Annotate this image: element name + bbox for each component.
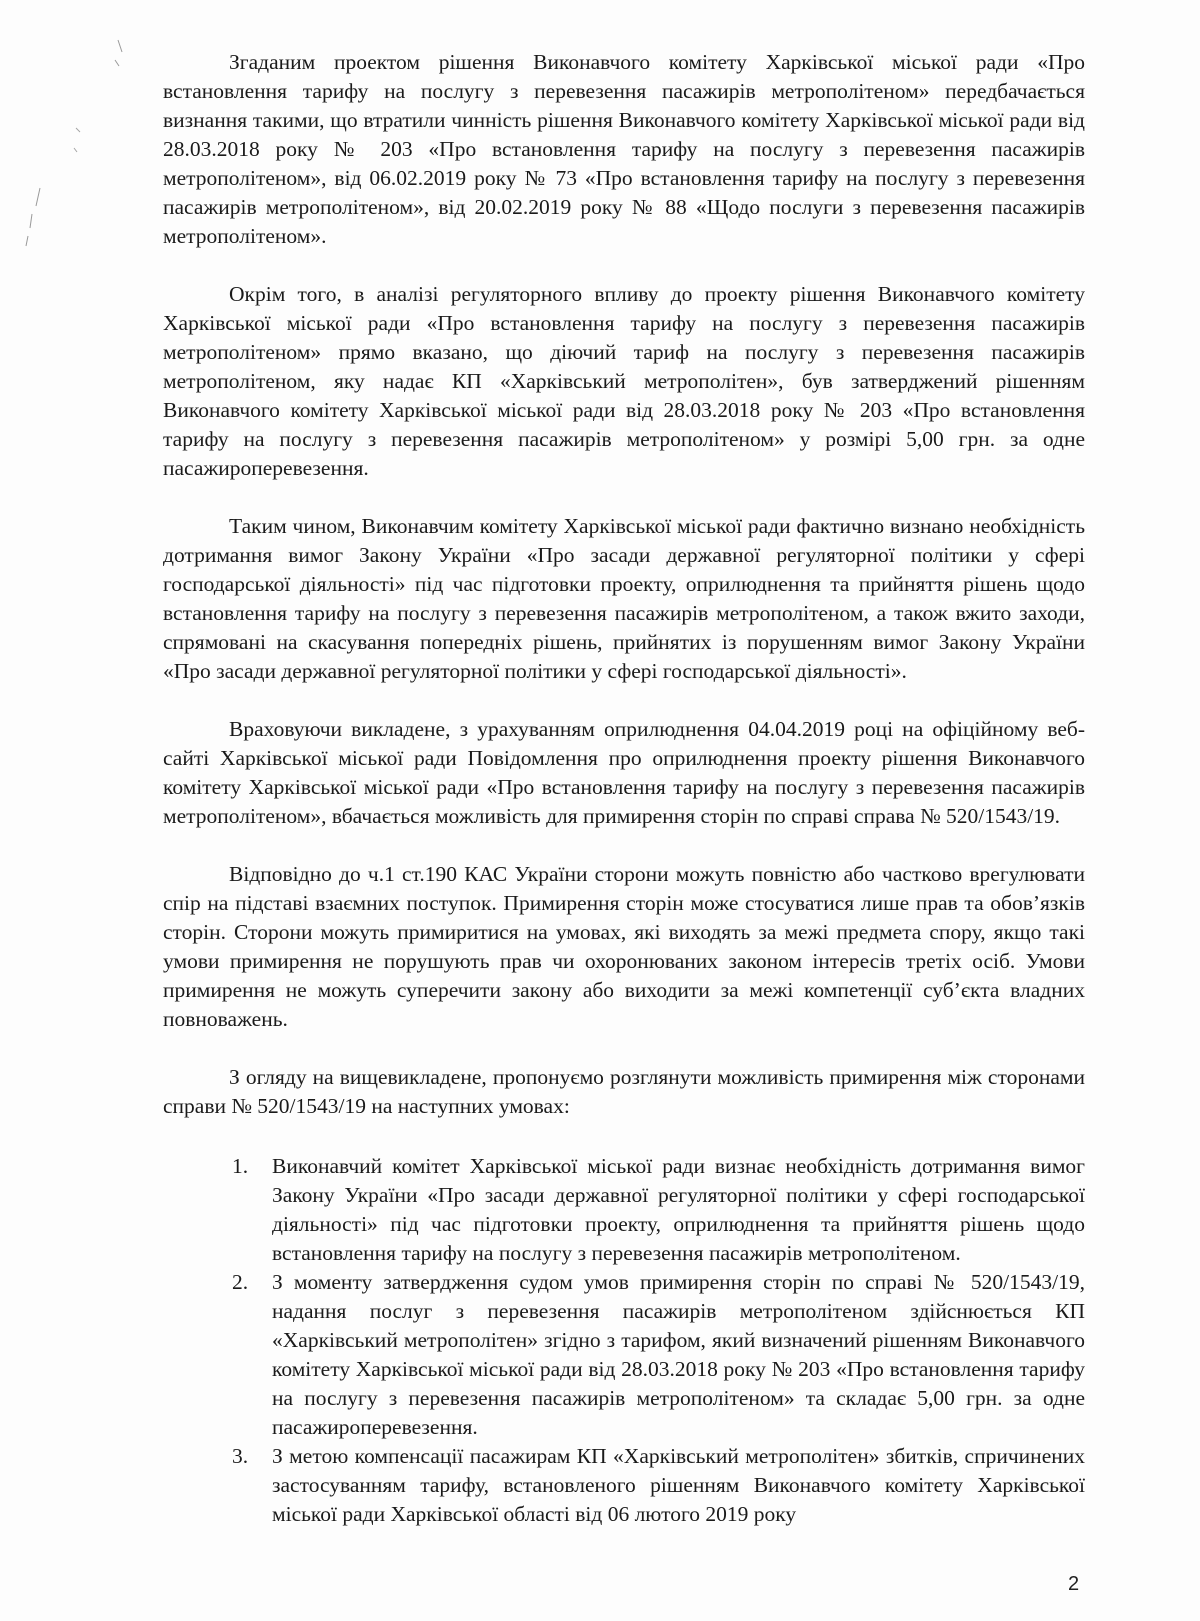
- paragraph-conclusion: Таким чином, Виконавчим комітету Харківської міської ради фактично визнано необхідність дотримання вимог Закону України «Про засади державної регуляторної політики у сфері господарської діяльності» під час підготовки проекту, оприлюднення та прийняття рішень щодо встановлення тарифу на послугу з перевезення пасажирів метрополітеном, а також вжито заходи, спрямовані на скасування попередніх рішень, прийнятих із порушенням вимог Закону України «Про засади державної регуляторної політики у сфері господарської діяльності».: [163, 514, 1085, 683]
- paragraph-publication: Враховуючи викладене, з урахуванням оприлюднення 04.04.2019 році на офіційному веб-сайті Харківської міської ради Повідомлення про оприлюднення проекту рішення Виконавчого комітету Харківської міської ради «Про встановлення тарифу на послугу з перевезення пасажирів метрополітеном», вбачається можливість для примирення сторін по справі справа № 520/1543/19.: [163, 717, 1085, 828]
- list-item-text: З метою компенсації пасажирам КП «Харківський метрополітен» збитків, спричинених застосуванням тарифу, встановленого рішенням Виконавчого комітету Харківської міської ради Харківської області від 06 лютого 2019 року: [272, 1444, 1085, 1526]
- paragraph-draft-decision: Згаданим проектом рішення Виконавчого комітету Харківської міської ради «Про встановлення тарифу на послугу з перевезення пасажирів метрополітеном» передбачається визнання такими, що втратили чинність рішення Виконавчого комітету Харківської міської ради від 28.03.2018 року № 203 «Про встановлення тарифу на послугу з перевезення пасажирів метрополітеном», від 06.02.2019 року № 73 «Про встановлення тарифу на послугу з перевезення пасажирів метрополітеном», від 20.02.2019 року № 88 «Щодо послуги з перевезення пасажирів метрополітеном».: [163, 50, 1085, 248]
- page-number: 2: [1068, 1573, 1080, 1595]
- list-item-number: 1.: [232, 1154, 249, 1178]
- list-item-number: 3.: [232, 1444, 249, 1468]
- list-item-number: 2.: [232, 1270, 249, 1294]
- settlement-terms-list: [163, 1152, 1085, 1529]
- list-item: [163, 1442, 1085, 1529]
- document-body: [163, 48, 1085, 1529]
- list-item-text: З моменту затвердження судом умов примирення сторін по справі № 520/1543/19, надання послуг з перевезення пасажирів метрополітеном здійснюється КП «Харківський метрополітен» згідно з тарифом, який визначений рішенням Виконавчого комітету Харківської міської ради від 28.03.2018 року № 203 «Про встановлення тарифу на послугу з перевезення пасажирів метрополітеном» та складає 5,00 грн. за одне пасажироперевезення.: [272, 1270, 1085, 1439]
- scan-margin-marks: [0, 0, 140, 260]
- list-item: [163, 1152, 1085, 1268]
- list-item: [163, 1268, 1085, 1442]
- paragraph-legal-basis: Відповідно до ч.1 ст.190 КАС України сторони можуть повністю або частково врегулювати спір на підставі взаємних поступок. Примирення сторін може стосуватися лише прав та обов’язків сторін. Сторони можуть примиритися на умовах, які виходять за межі предмета спору, якщо такі умови примирення не порушують прав чи охоронюваних законом інтересів третіх осіб. Умови примирення не можуть суперечити закону або виходити за межі компетенції суб’єкта владних повноважень.: [163, 862, 1085, 1031]
- paragraph-regulatory-analysis: Окрім того, в аналізі регуляторного впливу до проекту рішення Виконавчого комітету Харківської міської ради «Про встановлення тарифу на послугу з перевезення пасажирів метрополітеном» прямо вказано, що діючий тариф на послугу з перевезення пасажирів метрополітеном, яку надає КП «Харківський метрополітен», був затверджений рішенням Виконавчого комітету Харківської міської ради від 28.03.2018 року № 203 «Про встановлення тарифу на послугу з перевезення пасажирів метрополітеном» у розмірі 5,00 грн. за одне пасажироперевезення.: [163, 282, 1085, 480]
- list-item-text: Виконавчий комітет Харківської міської ради визнає необхідність дотримання вимог Закону України «Про засади державної регуляторної політики у сфері господарської діяльності» під час підготовки проекту, оприлюднення та прийняття рішень щодо встановлення тарифу на послугу з перевезення пасажирів метрополітеном.: [272, 1154, 1085, 1265]
- paragraph-proposal: З огляду на вищевикладене, пропонуємо розглянути можливість примирення між сторонами справи № 520/1543/19 на наступних умовах:: [163, 1065, 1085, 1118]
